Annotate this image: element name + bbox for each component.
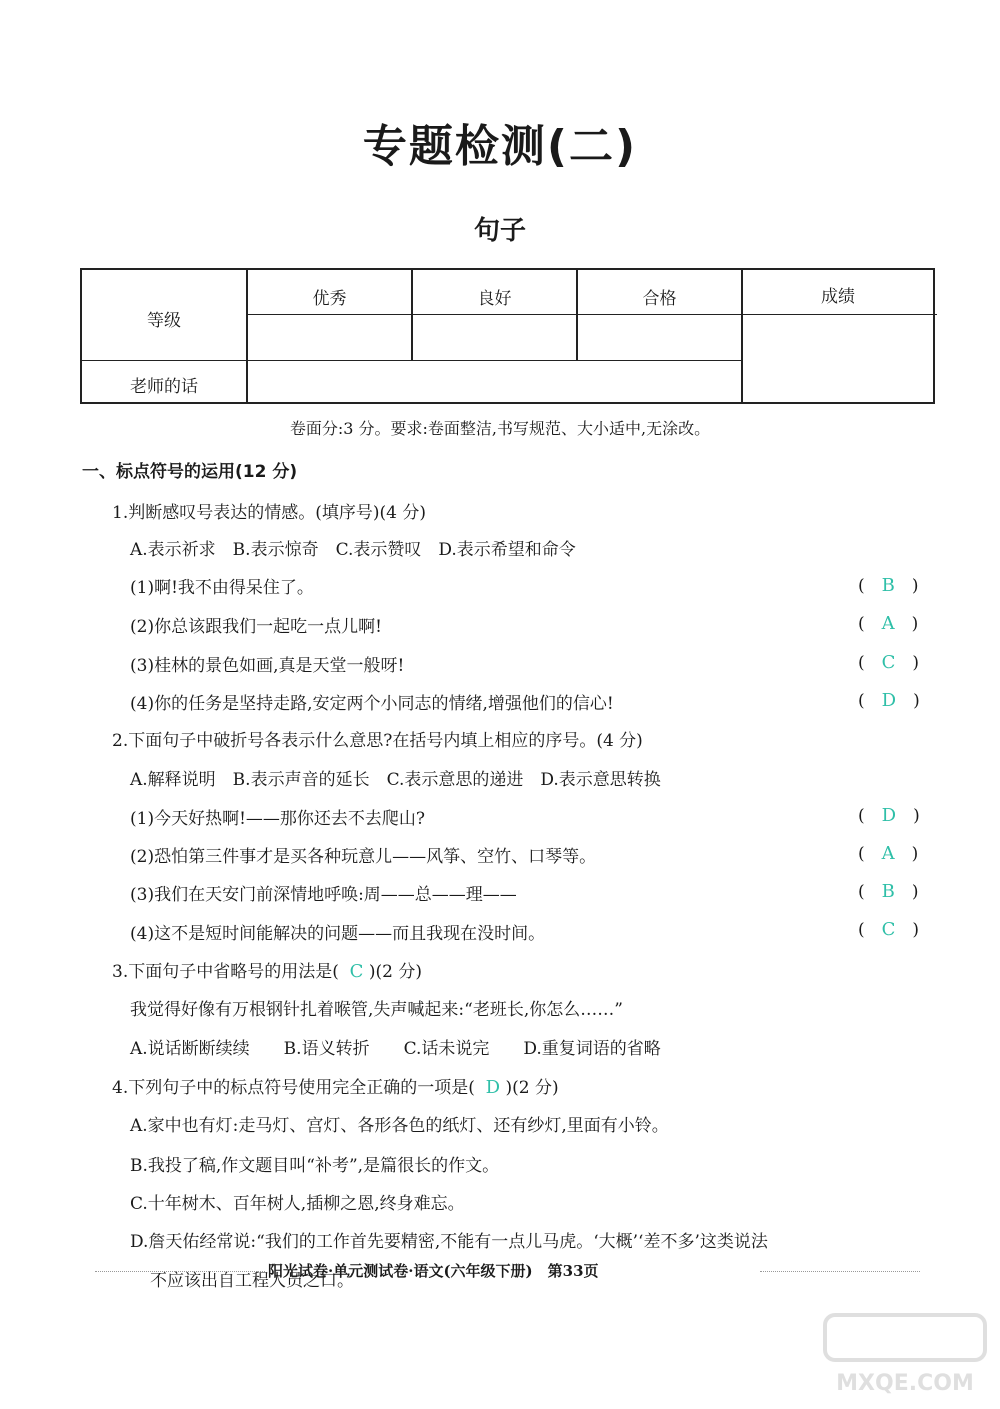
q2-item-3: (3)我们在天安门前深情地呼唤:周——总——理—— xyxy=(130,885,517,905)
q1-answer-1: ( B ) xyxy=(858,575,919,596)
q3-stem: 3.下面句子中省略号的用法是( C )(2 分) xyxy=(112,961,422,982)
q4-option-d-cont: 不应该出自工程人员之口。” xyxy=(150,1271,355,1291)
q4-answer: D xyxy=(485,1077,501,1098)
q1-answer-4: ( D ) xyxy=(858,690,920,711)
q1-answer-3: ( C ) xyxy=(858,652,920,673)
section-heading: 一、标点符号的运用(12 分) xyxy=(82,462,298,482)
q2-item-4: (4)这不是短时间能解决的问题——而且我现在没时间。 xyxy=(130,924,546,944)
grade-label: 等级 xyxy=(147,311,181,331)
q1-item-2: (2)你总该跟我们一起吃一点儿啊! xyxy=(130,617,382,637)
svg-text:MXQE.COM: MXQE.COM xyxy=(836,1371,974,1396)
grade-table xyxy=(80,268,935,404)
q1-item-4: (4)你的任务是坚持走路,安定两个小同志的情绪,增强他们的信心! xyxy=(130,694,614,714)
score-label: 成绩 xyxy=(821,287,855,307)
footer-rule-right xyxy=(760,1271,920,1272)
q4-option-a: A.家中也有灯:走马灯、宫灯、各形各色的纸灯、还有纱灯,里面有小铃。 xyxy=(130,1116,669,1136)
q4-stem: 4.下列句子中的标点符号使用完全正确的一项是( D )(2 分) xyxy=(112,1077,559,1098)
neatness-note: 卷面分:3 分。要求:卷面整洁,书写规范、大小适中,无涂改。 xyxy=(289,419,711,438)
page-subtitle: 句子 xyxy=(473,216,526,246)
q2-stem: 2.下面句子中破折号各表示什么意思?在括号内填上相应的序号。(4 分) xyxy=(112,731,643,751)
level-excellent: 优秀 xyxy=(312,289,347,309)
q1-answer-2: ( A ) xyxy=(858,613,919,634)
q1-item-1: (1)啊!我不由得呆住了。 xyxy=(130,578,314,598)
level-pass: 合格 xyxy=(642,289,677,309)
q1-options: A.表示祈求 B.表示惊奇 C.表示赞叹 D.表示希望和命令 xyxy=(130,540,576,560)
q4-option-d: D.詹天佑经常说:“我们的工作首先要精密,不能有一点儿马虎。‘大概’‘差不多’这类说法 xyxy=(130,1232,768,1252)
q2-answer-3: ( B ) xyxy=(858,881,919,902)
q2-item-1: (1)今天好热啊!——那你还去不去爬山? xyxy=(130,809,426,829)
teacher-comment-label: 老师的话 xyxy=(130,377,198,397)
page-title: 专题检测(二) xyxy=(362,121,638,172)
q3-answer: C xyxy=(349,961,364,982)
q3-sentence: 我觉得好像有万根钢针扎着喉管,失声喊起来:“老班长,你怎么……” xyxy=(130,1000,623,1020)
watermark-logo xyxy=(820,1310,990,1400)
q4-option-b: B.我投了稿,作文题目叫“补考”,是篇很长的作文。 xyxy=(130,1156,500,1176)
q3-options: A.说话断断续续 B.语义转折 C.话未说完 D.重复词语的省略 xyxy=(130,1039,661,1059)
q2-item-2: (2)恐怕第三件事才是买各种玩意儿——风筝、空竹、口琴等。 xyxy=(130,847,597,867)
q2-options: A.解释说明 B.表示声音的延长 C.表示意思的递进 D.表示意思转换 xyxy=(130,770,661,790)
q2-answer-1: ( D ) xyxy=(858,805,920,826)
q4-option-c: C.十年树木、百年树人,插柳之恩,终身难忘。 xyxy=(130,1194,465,1214)
q2-answer-4: ( C ) xyxy=(858,919,920,940)
footer-rule-left xyxy=(95,1271,265,1272)
page-footer: 阳光试卷·单元测试卷·语文(六年级下册) 第33页 xyxy=(268,1262,599,1280)
q1-item-3: (3)桂林的景色如画,真是天堂一般呀! xyxy=(130,656,405,676)
level-good: 良好 xyxy=(477,289,512,309)
q1-stem: 1.判断感叹号表达的情感。(填序号)(4 分) xyxy=(112,503,426,523)
q2-answer-2: ( A ) xyxy=(858,843,919,864)
